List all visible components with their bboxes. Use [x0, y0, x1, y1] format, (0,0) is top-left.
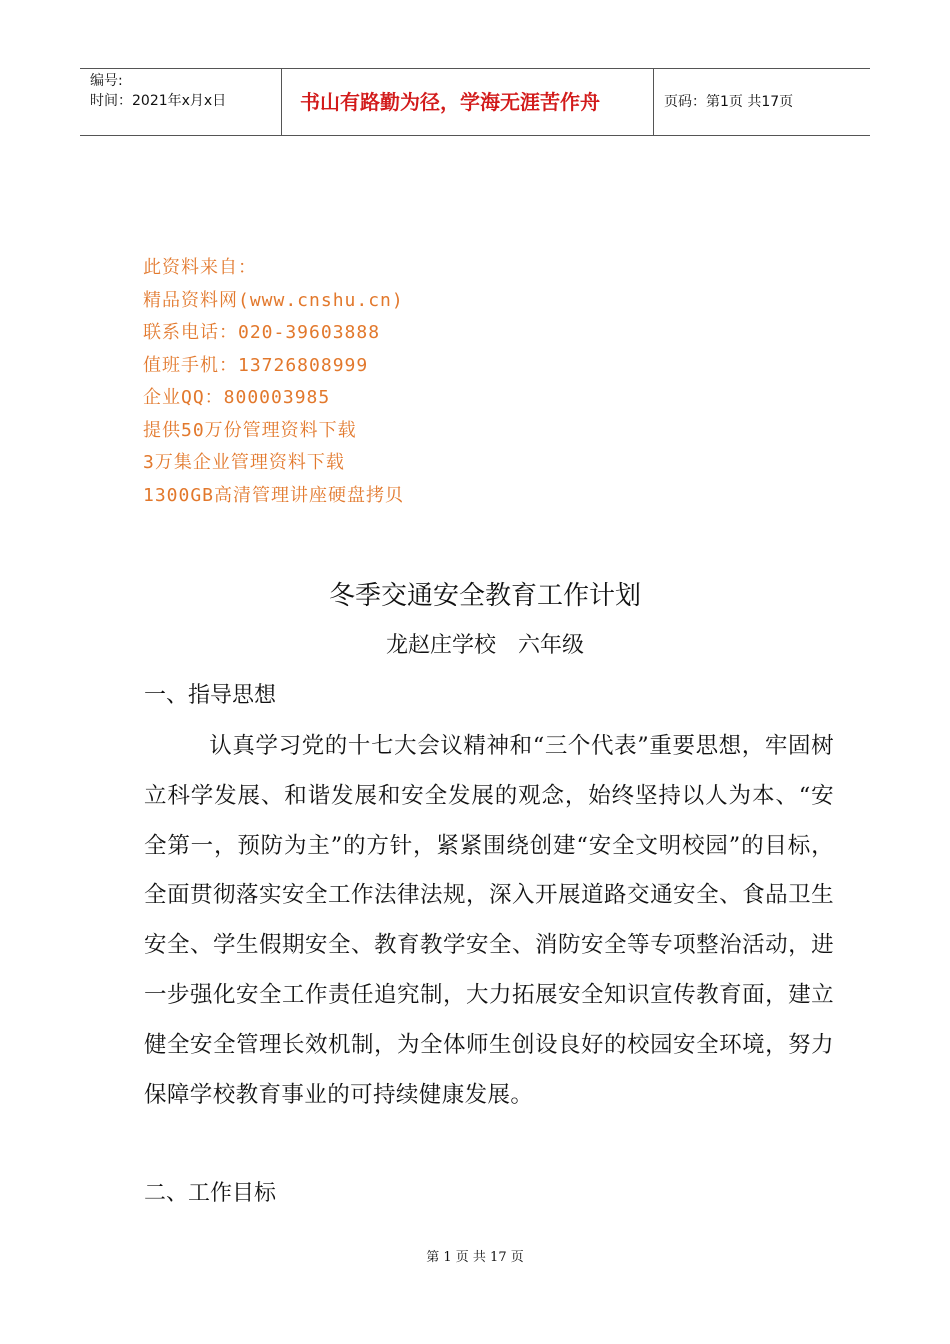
source-line: 提供50万份管理资料下载 [143, 419, 357, 441]
section-heading-2: 二、工作目标 [144, 1181, 277, 1206]
section-1-paragraph: 认真学习党的十七大会议精神和“三个代表”重要思想，牢固树立科学发展、和谐发展和安全发展的观念，始终坚持以人为本、“安全第一，预防为主”的方针，紧紧围绕创建“安全文明校园”的目标，全面贯彻落实安全工作法律法规，深入开展道路交通安全、食品卫生安全、学生假期安全、教育教学安全、消防安全等专项整治活动，进一步强化安全工作责任追究制，大力拓展安全知识宣传教育面，建立健全安全管理长效机制，为全体师生创设良好的校园安全环境，努力保障学校教育事业的可持续健康发展。 [144, 733, 834, 1108]
section-heading-1: 一、指导思想 [144, 683, 277, 708]
document-title: 冬季交通安全教育工作计划 [328, 581, 641, 611]
source-info [143, 252, 404, 512]
page-footer: 第 1 页 共 17 页 [426, 1250, 524, 1265]
header-motto: 书山有路勤为径，学海无涯苦作舟 [282, 69, 654, 135]
page-header [80, 68, 870, 136]
source-line: 联系电话：020-39603888 [143, 322, 381, 343]
header-meta [80, 69, 282, 135]
source-line: 1300GB高清管理讲座硬盘拷贝 [143, 484, 405, 506]
source-line: 3万集企业管理资料下载 [143, 452, 345, 473]
source-line: 企业QQ：800003985 [143, 387, 331, 408]
source-line: 此资料来自： [143, 257, 257, 278]
number-label: 编号: [90, 73, 123, 89]
source-line: 值班手机：13726808999 [143, 354, 369, 376]
header-page-info: 页码：第1页 共17页 [664, 94, 794, 110]
time-label: 时间：2021年x月x日 [90, 93, 227, 109]
document-subtitle: 龙赵庄学校 六年级 [385, 633, 584, 658]
source-line: 精品资料网(www.cnshu.cn) [143, 289, 404, 311]
